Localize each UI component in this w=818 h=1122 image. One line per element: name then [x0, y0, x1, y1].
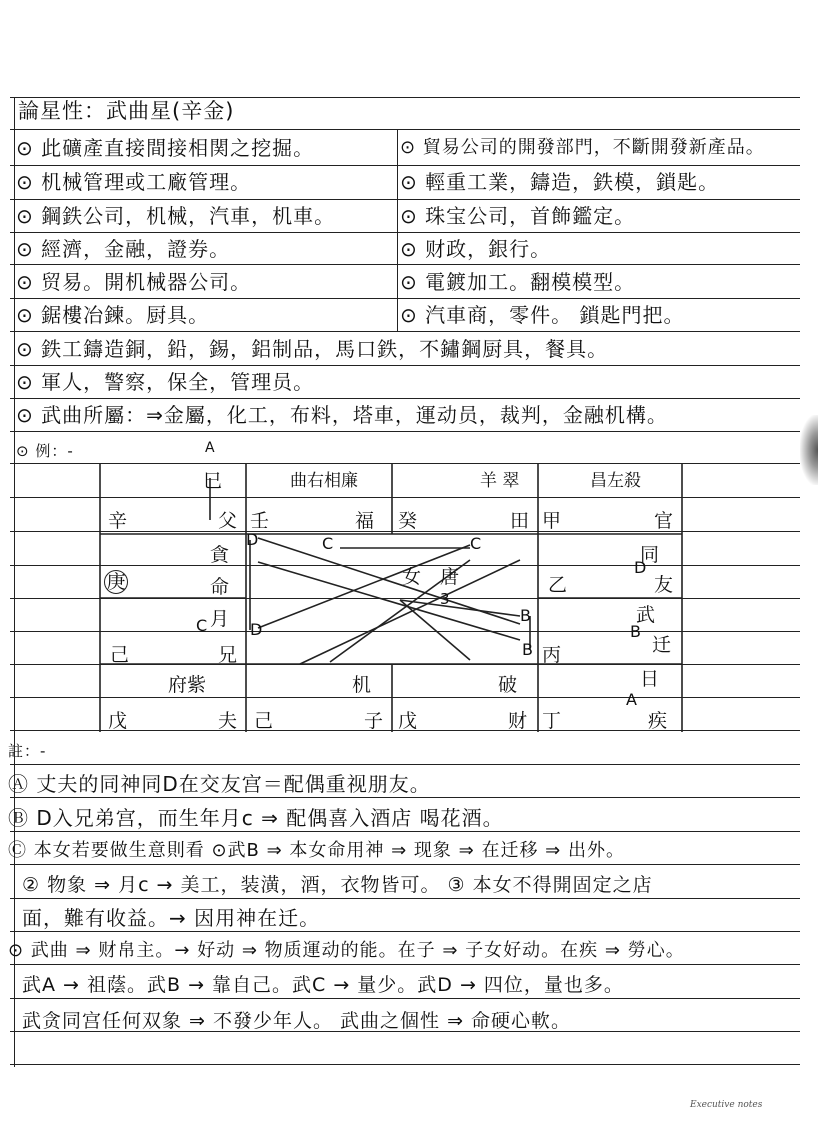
notes-label: 註：- [8, 742, 47, 760]
marker-c: C [470, 534, 482, 553]
stem-geng: 庚 [104, 570, 128, 594]
trait-left-6: ⊙ 鋸樓冶鍊。厨具。 [16, 303, 210, 327]
palace-branch: 巳 [203, 470, 223, 492]
star-tan: 貪 [210, 544, 230, 566]
marker-b: B [522, 640, 533, 659]
stem-yi: 乙 [548, 574, 568, 596]
marker-d: D [250, 620, 263, 639]
note-3: Ⓒ 本女若要做生意則看 ⊙武B ⇒ 本女命用神 ⇒ 现象 ⇒ 在迁移 ⇒ 出外。 [8, 840, 625, 861]
stem-xin: 辛 [108, 510, 128, 532]
star-wu: 武 [636, 604, 656, 626]
palace-cai: 财 [508, 710, 528, 732]
stem-ji: 己 [110, 644, 130, 666]
palace-fu-spouse: 夫 [218, 710, 238, 732]
center-tang: 唐 [440, 566, 460, 588]
trait-left-1: ⊙ 此礦產直接間接相関之挖掘。 [16, 136, 315, 160]
trait-right-3: ⊙ 珠宝公司，首飾鑑定。 [400, 204, 636, 228]
note-8: 武贪同宫任何双象 ⇒ 不發少年人。 武曲之個性 ⇒ 命硬心軟。 [22, 1010, 572, 1032]
trait-full-3: ⊙ 武曲所屬：⇒金屬，化工，布料，塔車，運动员，裁判，金融机構。 [16, 403, 668, 427]
palace-fu2: 福 [355, 510, 375, 532]
palace-qian: 迁 [652, 634, 672, 656]
stars-top-3: 羊 翠 [480, 471, 520, 491]
note-1: Ⓐ 丈夫的同神同D在交友宫＝配偶重视朋友。 [8, 772, 431, 796]
center-num: 3 [440, 590, 450, 608]
stem-ren: 壬 [250, 510, 270, 532]
example-label: ⊙ 例：- [16, 442, 74, 460]
marker-b: B [520, 606, 531, 625]
note-4: ② 物象 ⇒ 月c → 美工，装潢，酒，衣物皆可。 ③ 本女不得開固定之店 [22, 874, 653, 896]
note-7: 武A → 祖蔭。武B → 靠自己。武C → 量少。武D → 四位，量也多。 [22, 974, 624, 996]
palace-guan: 官 [654, 510, 674, 532]
marker-c: C [196, 616, 208, 635]
trait-right-4: ⊙ 财政，銀行。 [400, 237, 552, 261]
trait-full-2: ⊙ 軍人，警察，保全，管理员。 [16, 370, 315, 394]
trait-left-4: ⊙ 經濟，金融，證券。 [16, 237, 231, 261]
trait-right-6: ⊙ 汽車商，零件。 鎖匙門把。 [400, 303, 685, 327]
trait-right-1: ⊙ 貿易公司的開發部門，不斷開發新產品。 [400, 137, 765, 158]
marker-a-top: A [205, 440, 215, 456]
marker-d: D [246, 530, 259, 549]
star-ji-bottom: 机 [352, 674, 372, 696]
marker-d: D [634, 558, 647, 577]
palace-you: 友 [654, 574, 674, 596]
trait-left-3: ⊙ 鋼鉄公司，机械，汽車，机車。 [16, 204, 336, 228]
footer-brand: Executive notes [690, 1100, 763, 1110]
palace-ji: 疾 [648, 710, 668, 732]
marker-c: C [322, 534, 334, 553]
center-nv: 女 [402, 566, 422, 588]
trait-right-2: ⊙ 輕重工業，鑄造，鉄模，鎖匙。 [400, 170, 720, 194]
marker-b: B [630, 622, 641, 641]
stem-wu: 戊 [108, 710, 128, 732]
stars-fuzi: 府紫 [168, 674, 207, 696]
stem-ji2: 己 [254, 710, 274, 732]
stem-bing: 丙 [542, 644, 562, 666]
palace-zi: 子 [364, 710, 384, 732]
palace-tian: 田 [510, 510, 530, 532]
palace-xiong: 兄 [218, 644, 238, 666]
trait-full-1: ⊙ 鉄工鑄造銅，鉛，錫，鋁制品，馬口鉄，不鏽鋼厨具，餐具。 [16, 337, 609, 361]
note-5: 面，難有收益。→ 因用神在迁。 [22, 906, 321, 930]
trait-left-5: ⊙ 贸易。開机械器公司。 [16, 270, 252, 294]
marker-a: A [626, 690, 637, 709]
trait-left-2: ⊙ 机械管理或工廠管理。 [16, 170, 252, 194]
note-6: ⊙ 武曲 ⇒ 财帛主。→ 好动 ⇒ 物质運动的能。在子 ⇒ 子女好动。在疾 ⇒ 勞心。 [8, 940, 685, 961]
star-ri: 日 [640, 668, 660, 690]
note-2: Ⓑ D入兄弟宫，而生年月c ⇒ 配偶喜入酒店 喝花酒。 [8, 806, 504, 830]
stars-top-2: 曲右相廉 [290, 471, 358, 491]
stem-gui: 癸 [398, 510, 418, 532]
palace-fu: 父 [218, 510, 238, 532]
stars-top-4: 昌左殺 [590, 471, 641, 491]
stem-wu2: 戊 [398, 710, 418, 732]
binding-shadow [800, 415, 818, 485]
star-yue: 月 [210, 608, 230, 630]
stem-ding: 丁 [542, 710, 562, 732]
trait-right-5: ⊙ 電鍍加工。翻模模型。 [400, 270, 636, 294]
stem-jia: 甲 [542, 510, 562, 532]
star-tong: 同 [640, 544, 660, 566]
page-title: 論星性：武曲星(辛金) [18, 99, 235, 123]
palace-ming: 命 [210, 576, 230, 598]
star-po: 破 [498, 674, 518, 696]
